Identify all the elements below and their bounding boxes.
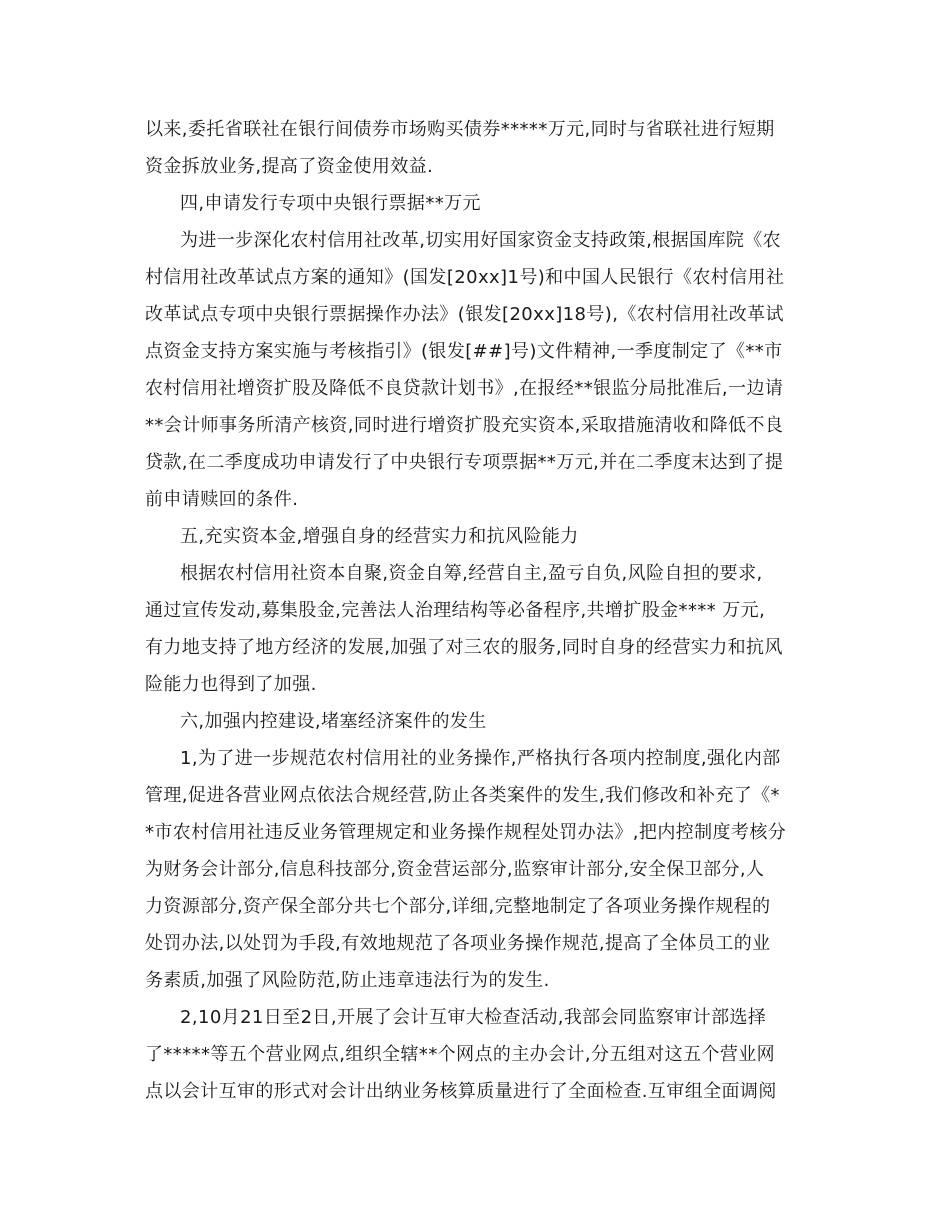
text-line: 处罚办法,以处罚为手段,有效地规范了各项业务操作规范,提高了全体员工的业: [145, 933, 771, 954]
text-line: 改革试点专项中央银行票据操作办法》(银发[20xx]18号),《农村信用社改革试: [145, 304, 784, 325]
text-line: 险能力也得到了加强.: [145, 674, 317, 695]
text-line: 村信用社改革试点方案的通知》(国发[20xx]1号)和中国人民银行《农村信用社: [145, 267, 785, 288]
text-line: 有力地支持了地方经济的发展,加强了对三农的服务,同时自身的经营实力和抗风: [145, 637, 783, 658]
text-line: 为进一步深化农村信用社改革,切实用好国家资金支持政策,根据国库院《农: [180, 230, 782, 251]
text-line: 了*****等五个营业网点,组织全辖**个网点的主办会计,分五组对这五个营业网: [145, 1044, 776, 1065]
section-heading: 五,充实资本金,增强自身的经营实力和抗风险能力: [180, 526, 579, 547]
text-line: 点资金支持方案实施与考核指引》(银发[##]号)文件精神,一季度制定了《**市: [145, 341, 783, 362]
section-heading: 六,加强内控建设,堵塞经济案件的发生: [180, 711, 487, 732]
text-line: 贷款,在二季度成功申请发行了中央银行专项票据**万元,并在二季度末达到了提: [145, 452, 784, 473]
text-line: *市农村信用社违反业务管理规定和业务操作规程处罚办法》,把内控制度考核分: [145, 822, 787, 843]
text-line: **会计师事务所清产核资,同时进行增资扩股充实资本,采取措施清收和降低不良: [145, 415, 784, 436]
text-line: 点以会计互审的形式对会计出纳业务核算质量进行了全面检查.互审组全面调阅: [145, 1081, 777, 1102]
section-heading: 四,申请发行专项中央银行票据**万元: [180, 193, 481, 214]
text-line: 2,10月21日至2日,开展了会计互审大检查活动,我部会同监察审计部选择: [180, 1007, 767, 1028]
text-line: 1,为了进一步规范农村信用社的业务操作,严格执行各项内控制度,强化内部: [180, 748, 781, 769]
text-line: 务素质,加强了风险防范,防止违章违法行为的发生.: [145, 970, 550, 991]
text-line: 前申请赎回的条件.: [145, 489, 299, 510]
text-line: 管理,促进各营业网点依法合规经营,防止各类案件的发生,我们修改和补充了《*: [145, 785, 780, 806]
text-line: 根据农村信用社资本自聚,资金自筹,经营自主,盈亏自负,风险自担的要求,: [180, 563, 763, 584]
text-line: 以来,委托省联社在银行间债券市场购买债券*****万元,同时与省联社进行短期: [145, 119, 775, 140]
text-line: 农村信用社增资扩股及降低不良贷款计划书》,在报经**银监分局批准后,一边请: [145, 378, 784, 399]
text-line: 通过宣传发动,募集股金,完善法人治理结构等必备程序,共增扩股金**** 万元,: [145, 600, 766, 621]
text-line: 资金拆放业务,提高了资金使用效益.: [145, 156, 434, 177]
text-line: 力资源部分,资产保全部分共七个部分,详细,完整地制定了各项业务操作规程的: [145, 896, 771, 917]
text-line: 为财务会计部分,信息科技部分,资金营运部分,监察审计部分,安全保卫部分,人: [145, 859, 765, 880]
